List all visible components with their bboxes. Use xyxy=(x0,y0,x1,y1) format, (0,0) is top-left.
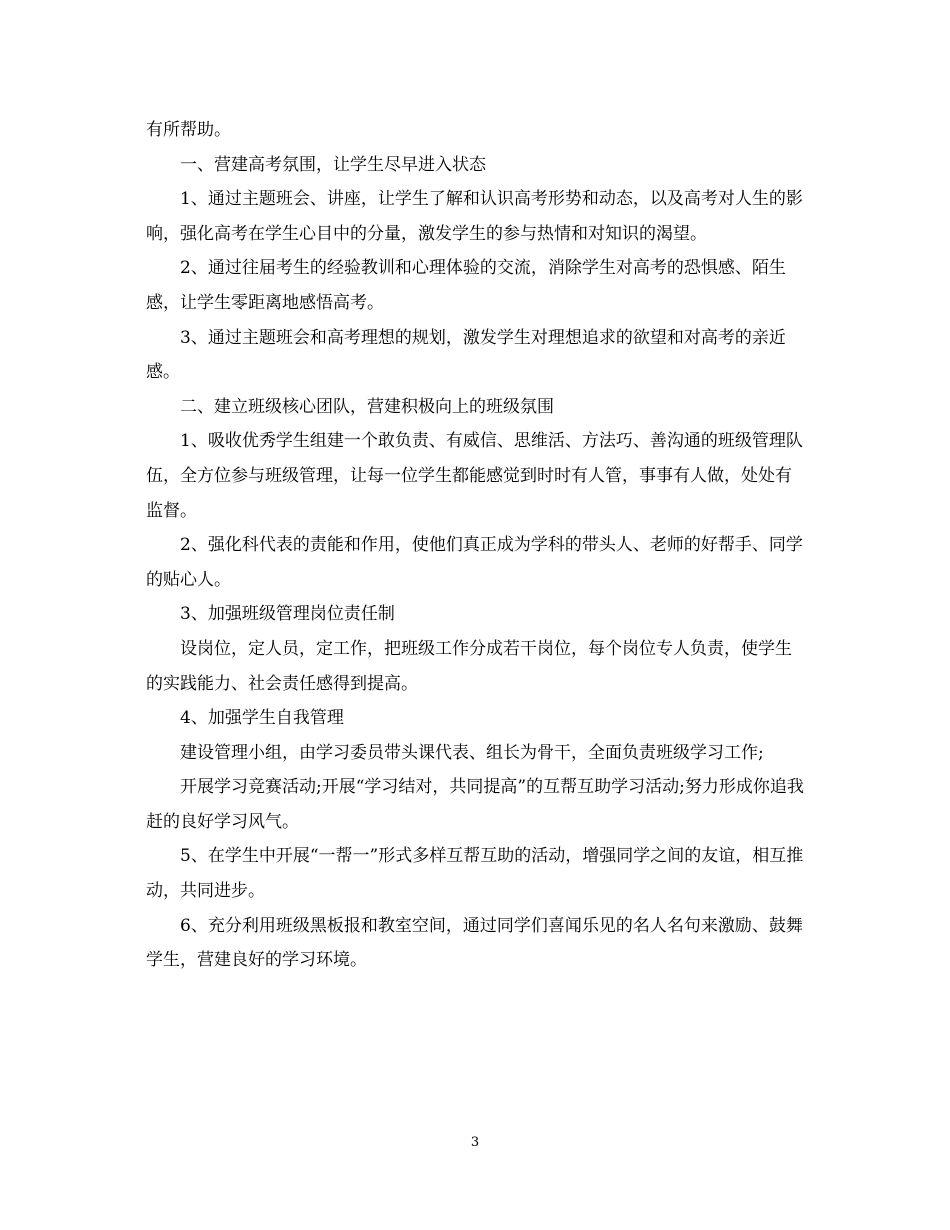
paragraph: 1、通过主题班会、讲座，让学生了解和认识高考形势和动态，以及高考对人生的影响，强化高考在学生心目中的分量，激发学生的参与热情和对知识的渴望。 xyxy=(146,189,803,244)
paragraph: 1、吸收优秀学生组建一个敢负责、有威信、思维活、方法巧、善沟通的班级管理队伍，全方位参与班级管理，让每一位学生都能感觉到时时有人管，事事有人做，处处有监督。 xyxy=(146,431,803,521)
document-body xyxy=(146,113,806,978)
paragraph: 建设管理小组，由学习委员带头课代表、组长为骨干，全面负责班级学习工作; xyxy=(180,742,764,763)
paragraph: 设岗位，定人员，定工作，把班级工作分成若干岗位，每个岗位专人负责，使学生的实践能力、社会责任感得到提高。 xyxy=(146,638,792,694)
paragraph: 2、强化科代表的责能和作用，使他们真正成为学科的带头人、老师的好帮手、同学的贴心人。 xyxy=(146,535,803,590)
paragraph: 开展学习竞赛活动;开展“学习结对，共同提高”的互帮互助学习活动;努力形成你追我赶的良好学习风气。 xyxy=(146,777,804,832)
section-heading: 一、营建高考氛围，让学生尽早进入状态 xyxy=(180,154,486,175)
paragraph: 4、加强学生自我管理 xyxy=(180,708,344,729)
paragraph: 3、通过主题班会和高考理想的规划，激发学生对理想追求的欲望和对高考的亲近感。 xyxy=(146,327,786,383)
paragraph: 有所帮助。 xyxy=(146,120,231,140)
paragraph: 3、加强班级管理岗位责任制 xyxy=(180,604,395,625)
paragraph: 5、在学生中开展“一帮一”形式多样互帮互助的活动，增强同学之间的友谊，相互推动，共同进步。 xyxy=(146,846,804,902)
paragraph: 2、通过往届考生的经验教训和心理体验的交流，消除学生对高考的恐惧感、陌生感，让学生零距离地感悟高考。 xyxy=(146,258,786,313)
page-number: 3 xyxy=(470,1135,480,1150)
section-heading: 二、建立班级核心团队，营建积极向上的班级氛围 xyxy=(180,396,554,417)
paragraph: 6、充分利用班级黑板报和教室空间，通过同学们喜闻乐见的名人名句来激励、鼓舞学生，营建良好的学习环境。 xyxy=(146,915,803,971)
